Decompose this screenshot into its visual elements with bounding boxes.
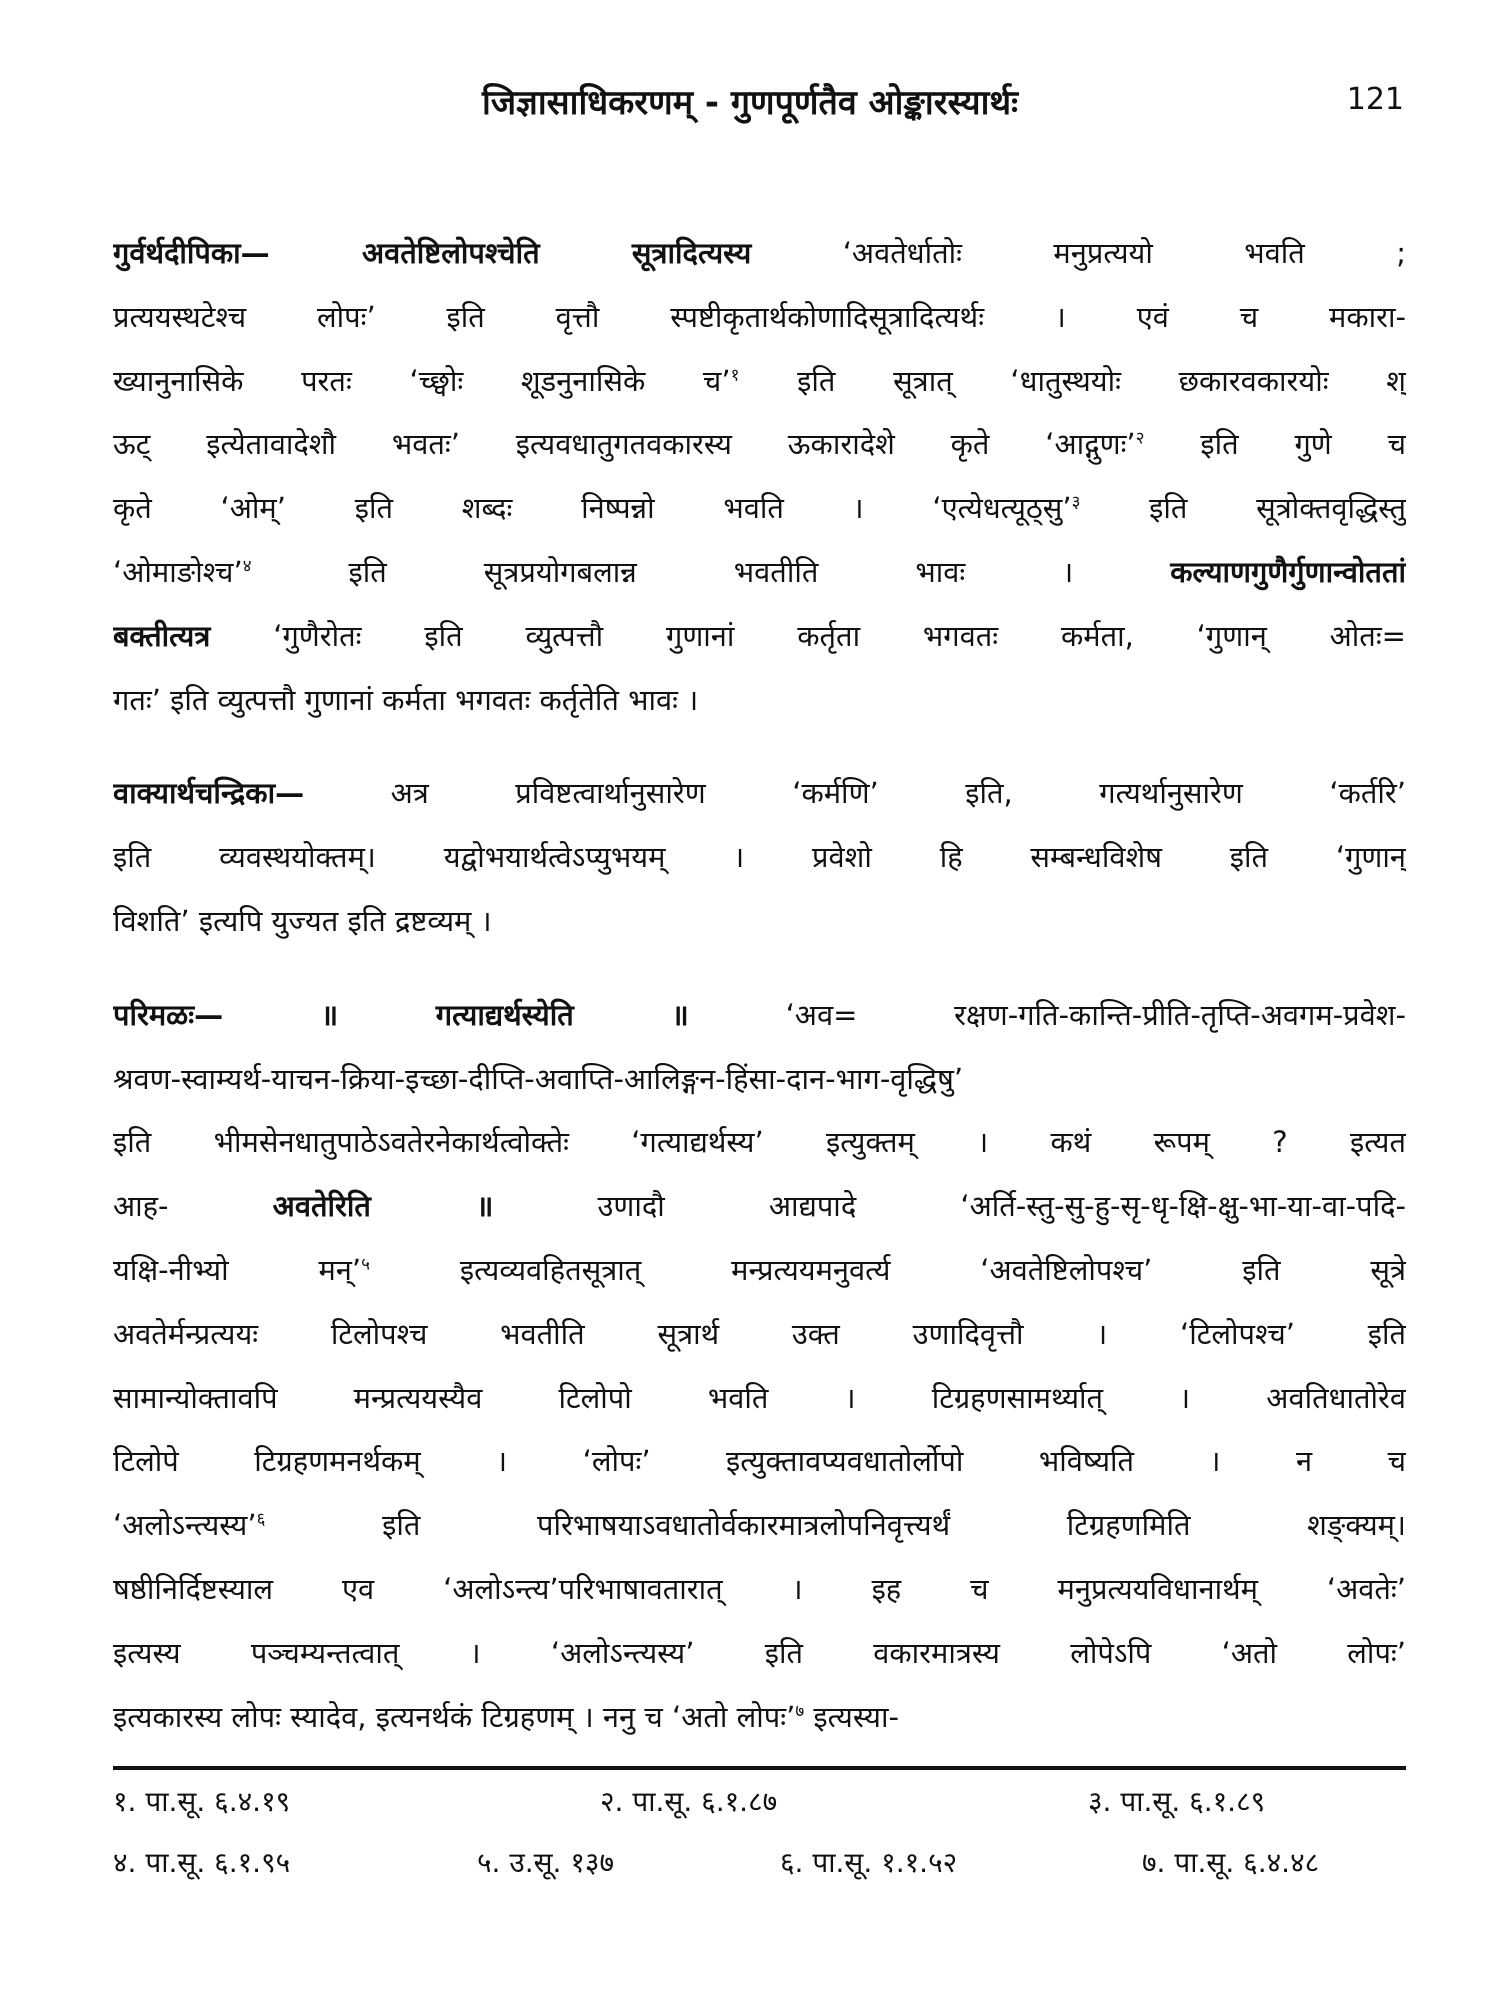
text-line (113, 541, 1406, 605)
text-segment: इति गुणे च (1144, 427, 1406, 462)
footnote-marker: २ (1135, 428, 1145, 449)
running-header-title: जिज्ञासाधिकरणम् - गुणपूर्णतैव ओङ्कारस्यार्थः (482, 83, 1018, 123)
commentary-paragraph (113, 762, 1406, 953)
text-segment: श्रवण-स्वाम्यर्थ-याचन-क्रिया-इच्छा-दीप्ति-अवाप्ति-आलिङ्गन-हिंसा-दान-भाग-वृद्धिषु’ (113, 1061, 964, 1096)
text-line (113, 1558, 1406, 1622)
text-segment: ऊट् इत्येतावादेशौ भवतः’ इत्यवधातुगतवकारस्य ऊकारादेशे कृते ‘आद्गुणः’ (113, 427, 1136, 462)
footnote-divider (113, 1766, 1406, 1770)
bold-heading-text: अवतेष्टिलोपश्चेति सूत्रादित्यस्य (269, 236, 752, 270)
text-segment: कृते ‘ओम्’ इति शब्दः निष्पन्नो भवति । ‘एत्येधत्यूठ्सु’ (113, 491, 1072, 526)
text-segment: ‘ओमाङोश्च’ (113, 554, 243, 589)
text-line (113, 1622, 1406, 1686)
text-segment: यक्षि-नीभ्यो मन्’ (113, 1252, 362, 1287)
text-segment: सामान्योक्तावपि मन्प्रत्ययस्यैव टिलोपो भवति । टिग्रहणसामर्थ्यात् । अवतिधातोरेव (113, 1380, 1406, 1415)
text-line (113, 762, 1406, 826)
bold-heading-text: कल्याणगुणैर्गुणान्वोततां (1170, 554, 1406, 589)
bold-heading-text: ॥ गत्याद्यर्थस्येति ॥ (223, 997, 689, 1032)
footnote-marker: ६ (256, 1509, 266, 1530)
text-segment: इति भीमसेनधातुपाठेऽवतेरनेकार्थत्वोक्तेः ‘गत्याद्यर्थस्य’ इत्युक्तम् । कथं रूपम् ? इत्यत (113, 1125, 1406, 1160)
text-line (113, 1239, 1406, 1303)
text-segment: इति सूत्रोक्तवृद्धिस्तु (1080, 491, 1406, 526)
commentary-paragraph (113, 984, 1406, 1750)
text-line (113, 826, 1406, 890)
text-line (113, 413, 1406, 477)
text-segment: विशति’ इत्यपि युज्यत इति द्रष्टव्यम् । (113, 903, 492, 938)
bold-heading-text: बक्तीत्यत्र (113, 618, 211, 653)
footnote-marker: ७ (795, 1700, 805, 1721)
text-segment: इति व्यवस्थयोक्तम्। यद्वोभयार्थत्वेऽप्युभयम् । प्रवेशो हि सम्बन्धविशेष इति ‘गुणान् (113, 840, 1406, 875)
text-line (113, 1048, 1406, 1112)
text-line (113, 605, 1406, 669)
text-segment: ‘अलोऽन्त्यस्य’ (113, 1508, 257, 1543)
text-segment: इति सूत्रप्रयोगबलान्न भवतीति भावः । (251, 554, 1171, 589)
page-number: 121 (1346, 82, 1404, 117)
text-line (113, 477, 1406, 541)
footnote-6: ६. पा.सू. १.१.५२ (780, 1846, 958, 1879)
text-segment: ख्यानुनासिके परतः ‘च्छ्वोः शूडनुनासिके च’ (113, 363, 731, 398)
text-line (113, 1303, 1406, 1367)
text-line (113, 350, 1406, 414)
bold-heading-text: गुर्वर्थदीपिका— (113, 236, 270, 270)
text-line (113, 1494, 1406, 1558)
text-segment: टिलोपे टिग्रहणमनर्थकम् । ‘लोपः’ इत्युक्तावप्यवधातोर्लोपो भविष्यति । न च (113, 1444, 1406, 1479)
text-line (113, 984, 1406, 1048)
footnote-1: १. पा.सू. ६.४.१९ (113, 1785, 291, 1818)
text-segment: इत्यव्यवहितसूत्रात् मन्प्रत्ययमनुवर्त्य ‘अवतेष्टिलोपश्च’ इति सूत्रे (369, 1252, 1406, 1287)
footnote-5: ५. उ.सू. १३७ (477, 1846, 615, 1879)
text-line (113, 1175, 1406, 1239)
footnote-marker: ४ (242, 556, 252, 577)
text-segment: इत्यकारस्य लोपः स्यादेव, इत्यनर्थकं टिग्रहणम् । ननु च ‘अतो लोपः’ (113, 1699, 796, 1734)
text-segment: प्रत्ययस्थटेश्च लोपः’ इति वृत्तौ स्पष्टीकृतार्थकोणादिसूत्रादित्यर्थः । एवं च मकारा- (113, 299, 1406, 334)
text-line (113, 1367, 1406, 1431)
text-segment: इति सूत्रात् ‘धातुस्थयोः छकारवकारयोः श् (739, 363, 1406, 398)
body-text (113, 222, 1406, 1779)
bold-heading-text: अवतेरिति ॥ (272, 1189, 494, 1224)
text-line (113, 1430, 1406, 1494)
footnote-marker: १ (730, 364, 740, 385)
footnote-3: ३. पा.सू. ६.१.८९ (1088, 1785, 1266, 1818)
footnote-4: ४. पा.सू. ६.१.९५ (113, 1846, 291, 1879)
text-segment: अत्र प्रविष्टत्वार्थानुसारेण ‘कर्मणि’ इति, गत्यर्थानुसारेण ‘कर्तरि’ (304, 776, 1406, 811)
footnote-marker: ३ (1071, 492, 1081, 513)
text-segment: इति परिभाषयाऽवधातोर्वकारमात्रलोपनिवृत्त्यर्थं टिग्रहणमिति शङ्क्यम्। (265, 1508, 1406, 1543)
text-segment: इत्यस्या- (804, 1699, 899, 1734)
footnote-7: ७. पा.सू. ६.४.४८ (1142, 1846, 1320, 1879)
text-segment: आह- (113, 1189, 273, 1224)
text-segment: षष्ठीनिर्दिष्टस्याल एव ‘अलोऽन्त्य’परिभाषावतारात् । इह च मनुप्रत्ययविधानार्थम् ‘अवतेः’ (113, 1571, 1406, 1606)
footnote-2: २. पा.सू. ६.१.८७ (600, 1785, 778, 1818)
text-line (113, 222, 1406, 286)
footnote-marker: ५ (361, 1254, 370, 1275)
text-line (113, 1686, 1406, 1750)
text-line (113, 1111, 1406, 1175)
text-segment: गतः’ इति व्युत्पत्तौ गुणानां कर्मता भगवतः कर्तृतेति भावः । (113, 682, 699, 717)
text-line (113, 890, 1406, 954)
bold-heading-text: परिमळः— (113, 997, 224, 1032)
text-segment: इत्यस्य पञ्चम्यन्तत्वात् । ‘अलोऽन्त्यस्य’ इति वकारमात्रस्य लोपेऽपि ‘अतो लोपः’ (113, 1635, 1406, 1670)
bold-heading-text: वाक्यार्थचन्द्रिका— (113, 776, 305, 811)
text-segment: ‘अवतेर्धातोः मनुप्रत्ययो भवति ; (751, 236, 1406, 270)
text-line (113, 286, 1406, 350)
commentary-paragraph (113, 222, 1406, 732)
text-line (113, 669, 1406, 733)
text-segment: उणादौ आद्यपादे ‘अर्ति-स्तु-सु-हु-सृ-धृ-क्षि-क्षु-भा-या-वा-पदि- (493, 1189, 1406, 1224)
text-segment: ‘अव= रक्षण-गति-कान्ति-प्रीति-तृप्ति-अवगम-प्रवेश- (688, 997, 1406, 1032)
text-segment: ‘गुणैरोतः इति व्युत्पत्तौ गुणानां कर्तृता भगवतः कर्मता, ‘गुणान् ओतः= (210, 618, 1406, 653)
text-segment: अवतेर्मन्प्रत्ययः टिलोपश्च भवतीति सूत्रार्थ उक्त उणादिवृत्तौ । ‘टिलोपश्च’ इति (113, 1316, 1406, 1351)
